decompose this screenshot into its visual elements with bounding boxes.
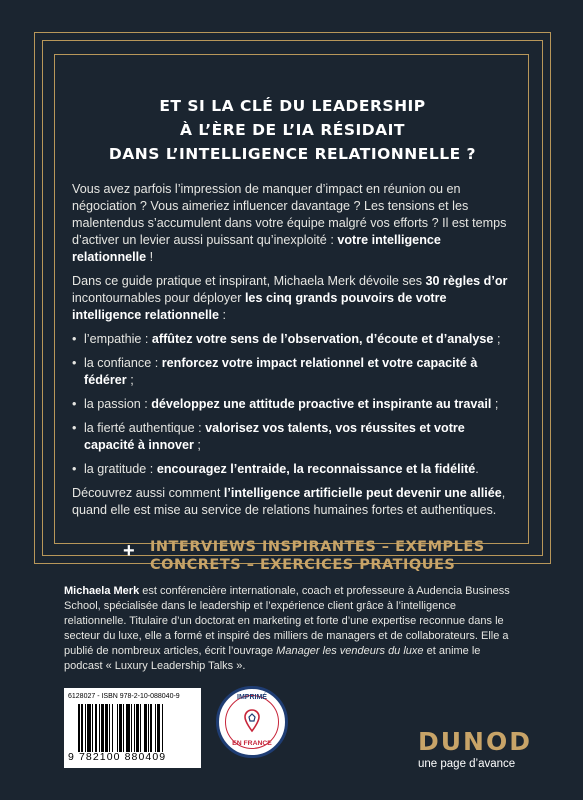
- author-name: Michaela Merk: [64, 585, 140, 597]
- ai-paragraph: Découvrez aussi comment l’intelligence artificielle peut devenir une alliée, quand elle est mise au service de relations humaines fortes et authentiques.: [72, 486, 506, 517]
- back-cover-body: [72, 181, 512, 526]
- barcode: [64, 688, 201, 768]
- ean-digits: 9 782100 880409: [68, 751, 167, 763]
- list-item-empathy: • l’empathie : affûtez votre sens de l’observation, d’écoute et d’analyse ;: [72, 331, 512, 348]
- plus-sign: +: [123, 540, 135, 562]
- france-map-icon: [243, 709, 261, 733]
- powers-list: [72, 331, 512, 478]
- isbn-number: 6128027 - ISBN 978-2-10-088040-9: [68, 693, 180, 700]
- list-item-pride: • la fierté authentique : valorisez vos talents, vos réussites et votre capacité à innover ;: [72, 420, 512, 454]
- headline-line-1: ET SI LA CLÉ DU LEADERSHIP: [159, 97, 426, 115]
- badge-bottom-text: EN FRANCE: [232, 740, 272, 747]
- barcode-bars: [78, 704, 194, 752]
- book-title: Manager les vendeurs du luxe: [276, 645, 424, 657]
- tagline-line-2: CONCRETS – EXERCICES PRATIQUES: [150, 557, 456, 573]
- list-item-trust: • la confiance : renforcez votre impact relationnel et votre capacité à fédérer ;: [72, 355, 512, 389]
- headline-line-2: À L’ÈRE DE L’IA RÉSIDAIT: [180, 121, 405, 139]
- list-item-gratitude: • la gratitude : encouragez l’entraide, la reconnaissance et la fidélité.: [72, 461, 512, 478]
- guide-paragraph: Dans ce guide pratique et inspirant, Michaela Merk dévoile ses 30 règles d’or incontournables pour déployer les cinq grands pouvoirs de votre intelligence relationnelle :: [72, 274, 508, 322]
- headline-line-3: DANS L’INTELLIGENCE RELATIONNELLE ?: [108, 145, 477, 163]
- list-item-passion: • la passion : développez une attitude proactive et inspirante au travail ;: [72, 396, 512, 413]
- author-bio: Michaela Merk est conférencière internationale, coach et professeure à Audencia Business School, spécialisée dans le leadership et l’expérience client grâce à l’intelligence relationnelle. Titulaire d’un doctorat en marketing et forte d’une expertise reconnue dans le secteur du luxe, elle a formé et inspiré des milliers de managers et de collaborateurs. Elle a publié de nombreux articles, écrit l’ouvrage Manager les vendeurs du luxe et anime le podcast « Luxury Leadership Talks ».: [64, 585, 510, 672]
- publisher-logo: DUNOD: [418, 727, 532, 756]
- tagline: [150, 538, 485, 574]
- intro-paragraph: Vous avez parfois l’impression de manquer d’impact en réunion ou en négociation ? Vous aimeriez influencer davantage ? Les tensions et les malentendus s’accumulent dans votre équipe malgré vos efforts ? Il est temps d’activer un levier aussi puissant qu’inexploité : votre intelligence relationnelle !: [72, 182, 507, 264]
- badge-top-text: IMPRIMÉ: [237, 694, 267, 701]
- publisher-tagline: une page d’avance: [418, 758, 516, 770]
- made-in-france-badge: [216, 686, 288, 758]
- tagline-line-1: INTERVIEWS INSPIRANTES – EXEMPLES: [150, 539, 485, 555]
- headline: [70, 94, 515, 166]
